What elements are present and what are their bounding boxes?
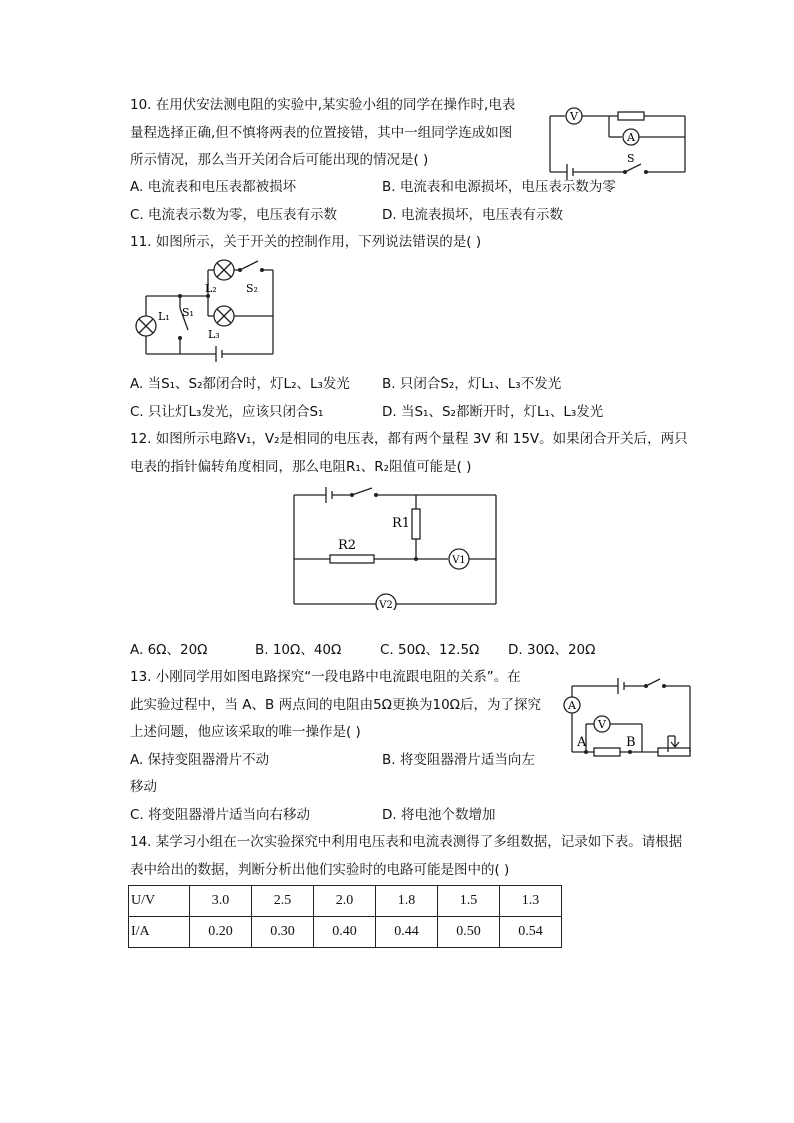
q13-option-a[interactable]: A. 保持变阻器滑片不动 [130, 752, 270, 768]
data-table [128, 885, 562, 948]
table-cell: 0.30 [252, 917, 314, 948]
point-a-label: A [577, 735, 587, 750]
q12-option-a[interactable]: A. 6Ω、20Ω [130, 642, 208, 658]
q12-text-line-1: 12. 如图所示电路V₁，V₂是相同的电压表，都有两个量程 3V 和 15V。如果闭合开关后，两只 [130, 431, 688, 447]
q10-text-line-3: 所示情况，那么当开关闭合后可能出现的情况是( ) [130, 152, 429, 168]
r2-label: R2 [338, 538, 357, 553]
q10-text-line-1: 10. 在用伏安法测电阻的实验中,某实验小组的同学在操作时,电表 [130, 97, 516, 113]
table-cell: 0.44 [376, 917, 438, 948]
table-cell: 2.5 [252, 886, 314, 917]
ammeter-label: A [627, 131, 635, 144]
q10-option-d[interactable]: D. 电流表损坏，电压表有示数 [382, 207, 563, 223]
table-cell: 0.54 [500, 917, 562, 948]
q13-option-d[interactable]: D. 将电池个数增加 [382, 807, 496, 823]
q11-option-b[interactable]: B. 只闭合S₂，灯L₁、L₃不发光 [382, 376, 562, 392]
voltmeter-label: V [598, 718, 606, 731]
switch-s2-label: S₂ [246, 282, 258, 295]
ammeter-label: A [568, 699, 576, 712]
q13-text-line-1: 13. 小刚同学用如图电路探究“一段电路中电流跟电阻的关系”。在 [130, 669, 521, 685]
q10-option-a[interactable]: A. 电流表和电压表都被损坏 [130, 179, 297, 195]
r1-label: R1 [392, 516, 411, 531]
q13-text-line-3: 上述问题，他应该采取的唯一操作是( ) [130, 724, 361, 740]
q10-circuit-diagram [545, 100, 695, 180]
q13-option-b-continuation: 移动 [130, 779, 157, 795]
q10-option-b[interactable]: B. 电流表和电源损坏，电压表示数为零 [382, 179, 616, 195]
point-b-label: B [626, 735, 636, 750]
q10-option-c[interactable]: C. 电流表示数为零，电压表有示数 [130, 207, 338, 223]
table-cell: 3.0 [190, 886, 252, 917]
v1-label: V1 [452, 555, 466, 566]
q13-circuit-diagram [560, 676, 700, 761]
q12-circuit-diagram [290, 485, 500, 610]
table-header-cell: U/V [129, 886, 190, 917]
switch-s1-label: S₁ [182, 306, 194, 319]
q11-circuit-diagram [128, 258, 278, 363]
voltmeter-label: V [570, 110, 578, 123]
table-cell: 1.8 [376, 886, 438, 917]
q11-option-d[interactable]: D. 当S₁、S₂都断开时，灯L₁、L₃发光 [382, 404, 604, 420]
table-cell: 0.20 [190, 917, 252, 948]
table-row-voltage [129, 886, 562, 917]
q11-option-a[interactable]: A. 当S₁、S₂都闭合时，灯L₂、L₃发光 [130, 376, 350, 392]
q12-option-b[interactable]: B. 10Ω、40Ω [255, 642, 342, 658]
v2-label: V2 [379, 600, 393, 610]
table-cell: 0.40 [314, 917, 376, 948]
table-row-current [129, 917, 562, 948]
lamp-l2-label: L₂ [205, 282, 217, 295]
q12-text-line-2: 电表的指针偏转角度相同，那么电阻R₁、R₂阻值可能是( ) [130, 459, 472, 475]
q13-text-line-2: 此实验过程中，当 A、B 两点间的电阻由5Ω更换为10Ω后，为了探究 [130, 697, 541, 713]
q13-option-c[interactable]: C. 将变阻器滑片适当向右移动 [130, 807, 311, 823]
q11-option-c[interactable]: C. 只让灯L₃发光，应该只闭合S₁ [130, 404, 324, 420]
lamp-l3-label: L₃ [208, 328, 220, 341]
q12-option-d[interactable]: D. 30Ω、20Ω [508, 642, 596, 658]
q14-text-line-1: 14. 某学习小组在一次实验探究中利用电压表和电流表测得了多组数据，记录如下表。请根据 [130, 834, 683, 850]
q14-text-line-2: 表中给出的数据，判断分析出他们实验时的电路可能是图中的( ) [130, 862, 510, 878]
switch-label: S [627, 152, 635, 165]
q13-option-b[interactable]: B. 将变阻器滑片适当向左 [382, 752, 535, 768]
table-cell: 1.3 [500, 886, 562, 917]
lamp-l1-label: L₁ [158, 310, 170, 323]
q12-option-c[interactable]: C. 50Ω、12.5Ω [380, 642, 480, 658]
table-cell: 0.50 [438, 917, 500, 948]
table-cell: 2.0 [314, 886, 376, 917]
q11-text-line-1: 11. 如图所示，关于开关的控制作用，下列说法错误的是( ) [130, 234, 482, 250]
table-header-cell: I/A [129, 917, 190, 948]
table-cell: 1.5 [438, 886, 500, 917]
q10-text-line-2: 量程选择正确,但不慎将两表的位置接错，其中一组同学连成如图 [130, 125, 513, 141]
